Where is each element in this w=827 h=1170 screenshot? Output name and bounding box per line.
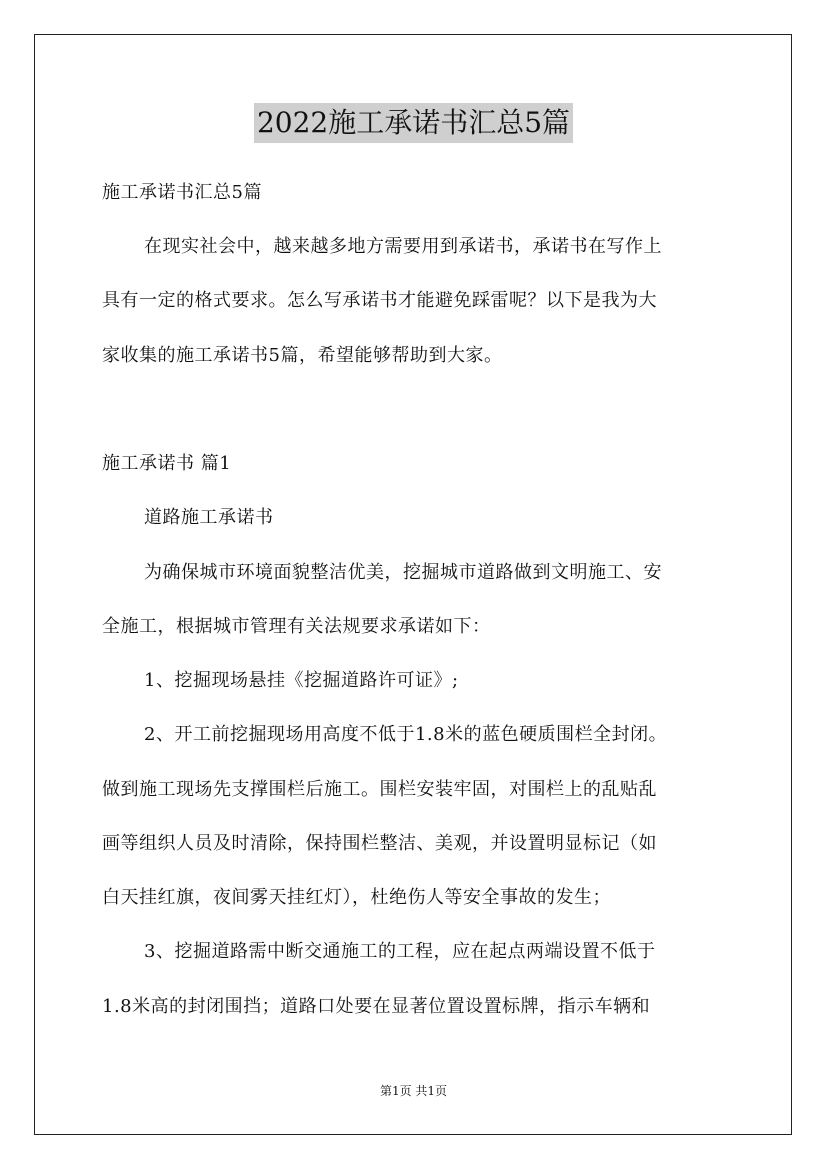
section-heading: 施工承诺书 篇1 [102,453,232,474]
body-line-7: 白天挂红旗，夜间雾天挂红灯），杜绝伤人等安全事故的发生； [102,887,611,908]
section-title: 道路施工承诺书 [144,507,274,528]
document-title: 2022施工承诺书汇总5篇 [254,103,573,143]
title-container [0,103,827,143]
body-line-5: 做到施工现场先支撑围栏后施工。围栏安装牢固，对围栏上的乱贴乱 [102,779,657,800]
body-line-4: 2、开工前挖掘现场用高度不低于1.8米的蓝色硬质围栏全封闭。 [144,724,668,745]
document-subtitle: 施工承诺书汇总5篇 [102,182,262,203]
page-footer: 第1页 共1页 [379,1084,448,1098]
body-line-2: 全施工，根据城市管理有关法规要求承诺如下： [102,616,491,637]
intro-line-1: 在现实社会中，越来越多地方需要用到承诺书，承诺书在写作上 [144,236,662,257]
body-line-9: 1.8米高的封闭围挡；道路口处要在显著位置设置标牌，指示车辆和 [102,996,651,1017]
intro-line-2: 具有一定的格式要求。怎么写承诺书才能避免踩雷呢？以下是我为大 [102,290,657,311]
body-line-1: 为确保城市环境面貌整洁优美，挖掘城市道路做到文明施工、安 [144,562,662,583]
body-line-3: 1、挖掘现场悬挂《挖掘道路许可证》; [144,670,459,691]
body-line-6: 画等组织人员及时清除，保持围栏整洁、美观，并设置明显标记（如 [102,833,657,854]
body-line-8: 3、挖掘道路需中断交通施工的工程，应在起点两端设置不低于 [144,941,656,962]
intro-line-3: 家收集的施工承诺书5篇，希望能够帮助到大家。 [102,345,503,366]
